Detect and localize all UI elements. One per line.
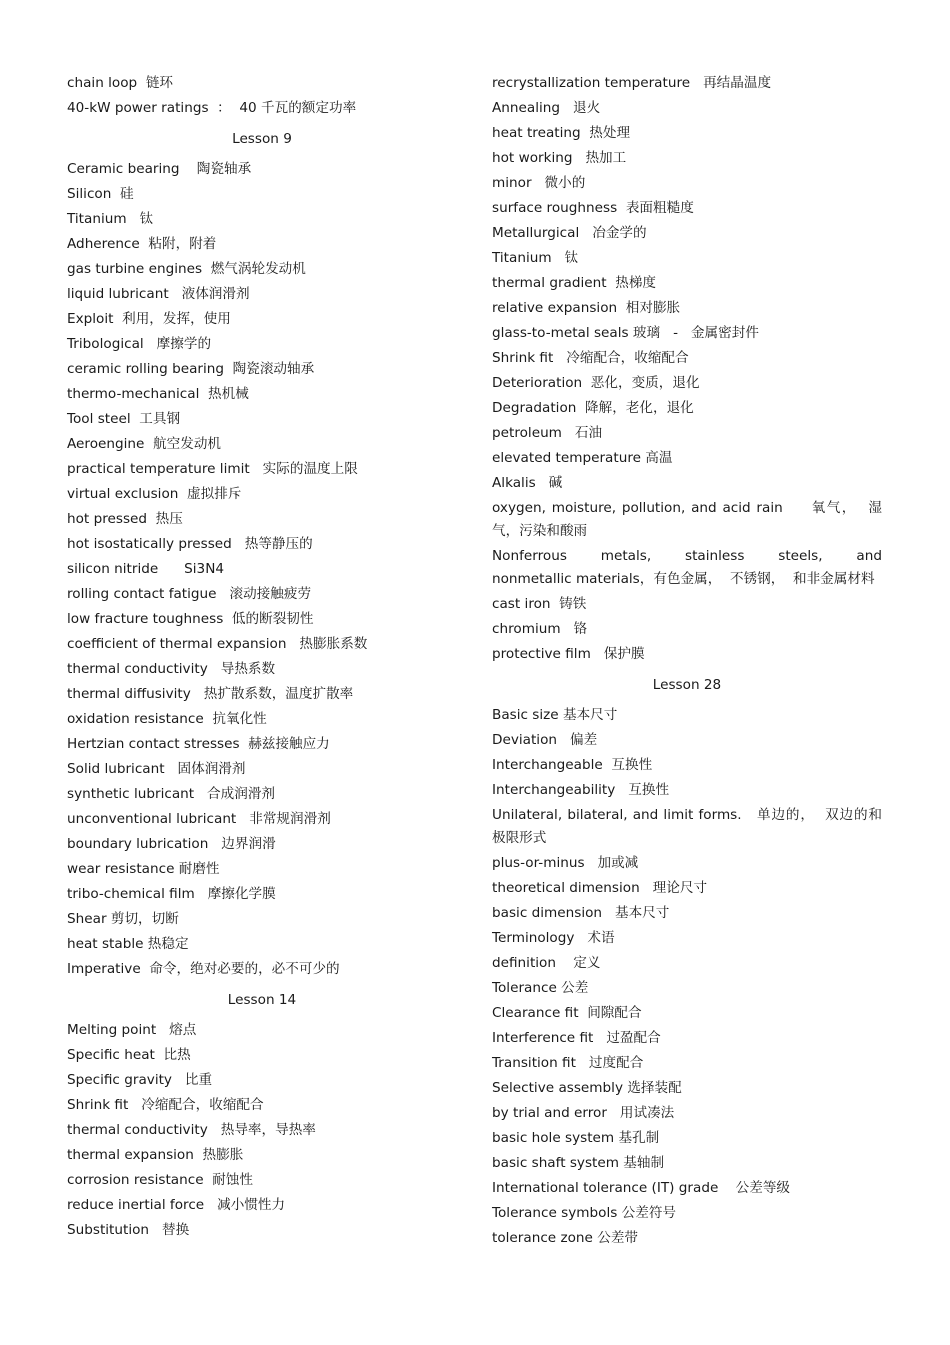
glossary-entry: hot pressed 热压	[67, 511, 183, 527]
glossary-entry: plus-or-minus 加或减	[492, 855, 639, 871]
glossary-entry: Basic size 基本尺寸	[492, 707, 618, 723]
glossary-entry: cast iron 铸铁	[492, 596, 587, 612]
glossary-entry: practical temperature limit 实际的温度上限	[67, 461, 358, 477]
lesson-heading: Lesson 9	[232, 131, 292, 147]
glossary-entry: coefficient of thermal expansion 热膨胀系数	[67, 636, 368, 652]
glossary-entry: Solid lubricant 固体润滑剂	[67, 761, 246, 777]
glossary-entry: Specific heat 比热	[67, 1047, 191, 1063]
glossary-entry: Clearance fit 间隙配合	[492, 1005, 642, 1021]
glossary-entry: thermal gradient 热梯度	[492, 275, 657, 291]
glossary-entry: silicon nitride Si3N4	[67, 561, 225, 577]
glossary-entry: chain loop 链环	[67, 75, 174, 91]
glossary-entry: Unilateral, bilateral, and limit forms. 单边的， 双边的和极限形式	[492, 807, 882, 846]
glossary-entry: basic dimension 基本尺寸	[492, 905, 670, 921]
glossary-entry: Interchangeability 互换性	[492, 782, 670, 798]
glossary-entry: recrystallization temperature 再结晶温度	[492, 75, 772, 91]
glossary-entry: Tool steel 工具钢	[67, 411, 181, 427]
glossary-entry: thermal expansion 热膨胀	[67, 1147, 244, 1163]
glossary-entry: low fracture toughness 低的断裂韧性	[67, 611, 314, 627]
glossary-entry: Deviation 偏差	[492, 732, 598, 748]
glossary-entry: Melting point 熔点	[67, 1022, 197, 1038]
glossary-entry: Tolerance 公差	[492, 980, 589, 996]
glossary-entry: Tolerance symbols 公差符号	[492, 1205, 677, 1221]
glossary-entry: Adherence 粘附，附着	[67, 236, 217, 252]
glossary-entry: unconventional lubricant 非常规润滑剂	[67, 811, 331, 827]
glossary-entry: liquid lubricant 液体润滑剂	[67, 286, 250, 302]
glossary-entry: heat treating 热处理	[492, 125, 631, 141]
glossary-entry: thermal diffusivity 热扩散系数，温度扩散率	[67, 686, 354, 702]
glossary-entry: thermal conductivity 导热系数	[67, 661, 276, 677]
glossary-entry: minor 微小的	[492, 175, 586, 191]
glossary-entry: elevated temperature 高温	[492, 450, 673, 466]
glossary-entry: ceramic rolling bearing 陶瓷滚动轴承	[67, 361, 315, 377]
glossary-entry: surface roughness 表面粗糙度	[492, 200, 694, 216]
glossary-entry: virtual exclusion 虚拟排斥	[67, 486, 242, 502]
glossary-entry: relative expansion 相对膨胀	[492, 300, 681, 316]
glossary-entry: heat stable 热稳定	[67, 936, 189, 952]
glossary-entry: Exploit 利用，发挥，使用	[67, 311, 231, 327]
glossary-entry: definition 定义	[492, 955, 601, 971]
glossary-entry: corrosion resistance 耐蚀性	[67, 1172, 253, 1188]
glossary-entry: tribo-chemical film 摩擦化学膜	[67, 886, 276, 902]
glossary-entry: International tolerance (IT) grade 公差等级	[492, 1180, 791, 1196]
glossary-entry: Ceramic bearing 陶瓷轴承	[67, 161, 252, 177]
glossary-entry: hot isostatically pressed 热等静压的	[67, 536, 313, 552]
glossary-entry: Imperative 命令，绝对必要的，必不可少的	[67, 961, 340, 977]
glossary-entry: gas turbine engines 燃气涡轮发动机	[67, 261, 306, 277]
glossary-entry: oxidation resistance 抗氧化性	[67, 711, 267, 727]
glossary-entry: synthetic lubricant 合成润滑剂	[67, 786, 276, 802]
glossary-entry: chromium 铬	[492, 621, 588, 637]
glossary-entry: Tribological 摩擦学的	[67, 336, 212, 352]
glossary-entry: oxygen, moisture, pollution, and acid rain 氧气， 湿气，污染和酸雨	[492, 500, 882, 539]
glossary-entry: basic hole system 基孔制	[492, 1130, 660, 1146]
right-column	[492, 71, 895, 1251]
glossary-entry: thermal conductivity 热导率，导热率	[67, 1122, 316, 1138]
glossary-entry: Titanium 钛	[67, 211, 154, 227]
glossary-entry: Titanium 钛	[492, 250, 579, 266]
glossary-entry: theoretical dimension 理论尺寸	[492, 880, 708, 896]
left-column	[67, 71, 457, 1243]
glossary-entry: glass-to-metal seals 玻璃 - 金属密封件	[492, 325, 759, 341]
glossary-entry: Substitution 替换	[67, 1222, 190, 1238]
glossary-entry: boundary lubrication 边界润滑	[67, 836, 276, 852]
glossary-entry: Degradation 降解，老化，退化	[492, 400, 694, 416]
lesson-heading: Lesson 14	[227, 992, 297, 1008]
glossary-entry: Deterioration 恶化，变质，退化	[492, 375, 700, 391]
glossary-entry: Terminology 术语	[492, 930, 615, 946]
glossary-entry: petroleum 石油	[492, 425, 603, 441]
glossary-entry: rolling contact fatigue 滚动接触疲劳	[67, 586, 312, 602]
glossary-entry: protective film 保护膜	[492, 646, 645, 662]
glossary-entry: Silicon 硅	[67, 186, 134, 202]
glossary-entry: 40-kW power ratings ： 40 千瓦的额定功率	[67, 100, 357, 116]
glossary-entry: tolerance zone 公差带	[492, 1230, 639, 1246]
glossary-entry: hot working 热加工	[492, 150, 627, 166]
glossary-entry: Aeroengine 航空发动机	[67, 436, 222, 452]
glossary-entry: Alkalis 碱	[492, 475, 563, 491]
glossary-entry: thermo-mechanical 热机械	[67, 386, 249, 402]
glossary-entry: Shear 剪切，切断	[67, 911, 179, 927]
glossary-entry: Specific gravity 比重	[67, 1072, 213, 1088]
glossary-entry: reduce inertial force 减小惯性力	[67, 1197, 286, 1213]
glossary-entry: Transition fit 过度配合	[492, 1055, 644, 1071]
glossary-entry: Interchangeable 互换性	[492, 757, 653, 773]
glossary-entry: Selective assembly 选择装配	[492, 1080, 682, 1096]
glossary-entry: Interference fit 过盈配合	[492, 1030, 661, 1046]
lesson-heading: Lesson 28	[652, 677, 722, 693]
glossary-entry: Metallurgical 冶金学的	[492, 225, 647, 241]
glossary-entry: Shrink fit 冷缩配合，收缩配合	[492, 350, 689, 366]
glossary-entry: Annealing 退火	[492, 100, 601, 116]
glossary-entry: basic shaft system 基轴制	[492, 1155, 665, 1171]
glossary-entry: wear resistance 耐磨性	[67, 861, 220, 877]
glossary-entry: Shrink fit 冷缩配合，收缩配合	[67, 1097, 264, 1113]
glossary-entry: Hertzian contact stresses 赫兹接触应力	[67, 736, 330, 752]
glossary-entry: Nonferrous metals, stainless steels, and nonmetallic materials，有色金属， 不锈钢， 和非金属材料	[492, 548, 895, 587]
glossary-entry: by trial and error 用试凑法	[492, 1105, 675, 1121]
